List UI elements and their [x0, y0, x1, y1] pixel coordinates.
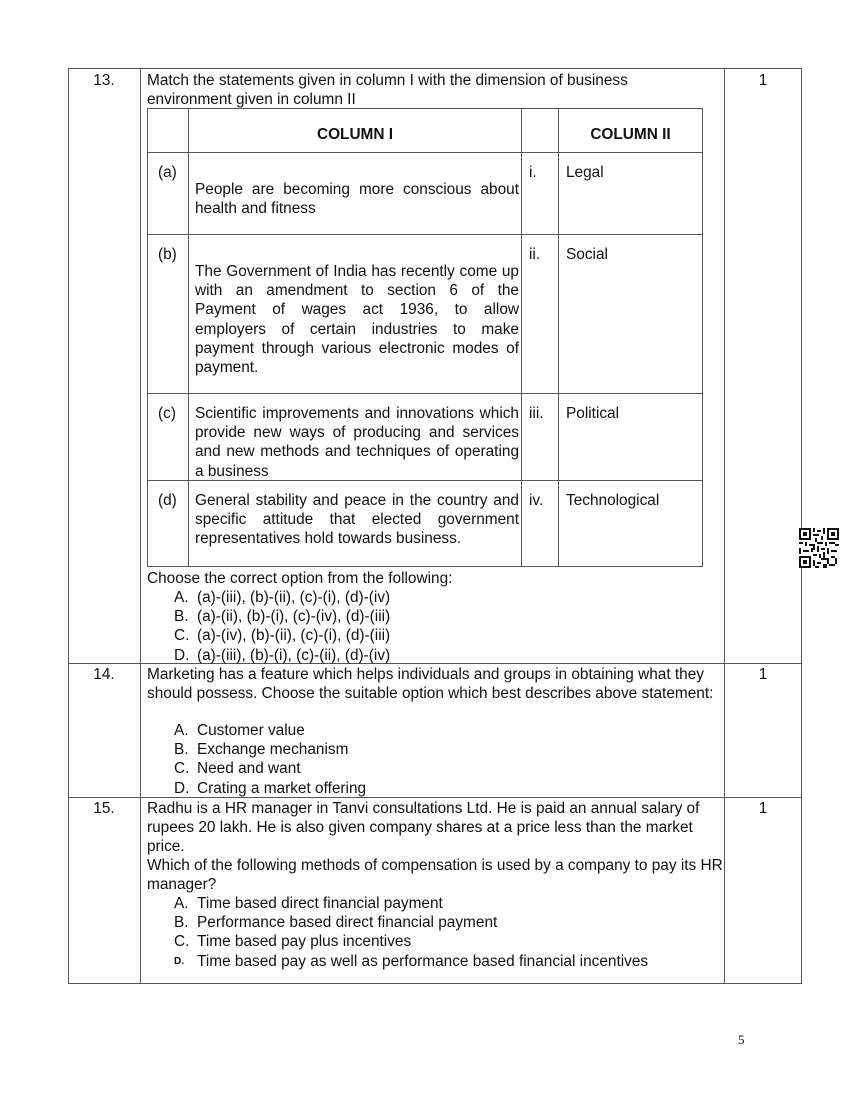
dimension-legal: Legal — [566, 164, 604, 181]
match-table-right — [702, 108, 703, 567]
row-label-c: (c) — [158, 405, 176, 422]
match-table-row-b-bottom — [147, 393, 703, 394]
option-text: (a)-(iv), (b)-(ii), (c)-(i), (d)-(iii) — [197, 627, 391, 645]
option-letter: B. — [174, 741, 189, 759]
option-text: Need and want — [197, 760, 301, 778]
option-text: Performance based direct financial payment — [197, 914, 498, 932]
option-letter: C. — [174, 627, 190, 645]
statement-a: People are becoming more conscious about health and fitness — [195, 181, 519, 218]
option-letter: A. — [174, 589, 189, 606]
question-15-question: Which of the following methods of compensation is used by a company to pay its HR manager? — [147, 857, 723, 894]
marks-13: 1 — [758, 72, 768, 89]
option-letter: A. — [174, 722, 189, 739]
match-table-top — [147, 108, 703, 109]
question-number-14: 14. — [93, 666, 115, 683]
match-table-left — [147, 108, 148, 567]
row-label-a: (a) — [158, 164, 177, 181]
option-text: Crating a market offering — [197, 779, 367, 797]
option-14-c — [147, 759, 725, 778]
column-2-header: COLUMN II — [590, 126, 671, 143]
option-letter: D. — [174, 646, 190, 664]
option-letter: C. — [174, 760, 190, 778]
option-14-b — [147, 740, 725, 759]
qr-code-icon — [799, 528, 839, 568]
match-table-divider-3 — [558, 108, 559, 567]
roman-iv: iv. — [529, 492, 544, 509]
option-15-d — [147, 952, 725, 971]
marks-15: 1 — [758, 800, 768, 817]
option-text: Customer value — [197, 722, 305, 739]
question-15-stem: Radhu is a HR manager in Tanvi consultations Ltd. He is paid an annual salary of rupees 20 lakh. He is also given company shares at a price less than the market price. — [147, 800, 700, 856]
option-14-d — [147, 779, 725, 798]
match-table-divider-2 — [521, 108, 522, 567]
match-table-divider-1 — [188, 108, 189, 567]
dimension-technological: Technological — [566, 492, 660, 509]
question-14-options — [147, 721, 725, 798]
question-15-options — [147, 894, 725, 971]
outer-table-left-border — [68, 68, 69, 984]
dimension-social: Social — [566, 246, 608, 263]
question-14-stem: Marketing has a feature which helps individuals and groups in obtaining what they should possess. Choose the suitable option which best describes above statement: — [147, 666, 714, 703]
column-divider-number — [140, 68, 141, 984]
dimension-political: Political — [566, 405, 620, 422]
roman-ii: ii. — [529, 246, 541, 263]
option-13-b — [147, 607, 725, 626]
option-13-a — [147, 588, 725, 607]
option-letter: D. — [174, 955, 184, 967]
match-table-header-bottom — [147, 152, 703, 153]
question-number-15: 15. — [93, 800, 115, 817]
statement-c: Scientific improvements and innovations which provide new ways of producing and services and new methods and techniques of operating a business — [195, 405, 519, 480]
option-15-a — [147, 894, 725, 913]
option-15-b — [147, 913, 725, 932]
question-number-13: 13. — [93, 72, 115, 89]
option-text: (a)-(ii), (b)-(i), (c)-(iv), (d)-(iii) — [197, 608, 391, 626]
roman-iii: iii. — [529, 405, 544, 422]
match-table-row-a-bottom — [147, 234, 703, 235]
option-letter: D. — [174, 779, 190, 797]
row-label-b: (b) — [158, 246, 177, 263]
option-15-c — [147, 932, 725, 951]
statement-b: The Government of India has recently come up with an amendment to section 6 of the Payment of wages act 1936, to allow employers of certain industries to make payment through various electronic modes of payment. — [195, 263, 519, 377]
roman-i: i. — [529, 164, 537, 181]
marks-14: 1 — [758, 666, 768, 683]
column-1-header: COLUMN I — [316, 126, 394, 143]
question-13-options — [147, 588, 725, 665]
option-letter: A. — [174, 895, 189, 912]
option-letter: C. — [174, 933, 190, 951]
outer-table-right-border — [801, 68, 802, 984]
question-13-stem: Match the statements given in column I with the dimension of business environment given in column II — [147, 72, 628, 109]
row-label-d: (d) — [158, 492, 177, 509]
statement-d: General stability and peace in the country and specific attitude that elected government representatives hold towards business. — [195, 492, 519, 548]
option-letter: B. — [174, 914, 189, 932]
option-13-c — [147, 626, 725, 645]
option-text: Time based direct financial payment — [197, 895, 443, 912]
option-text: Time based pay plus incentives — [197, 933, 412, 951]
option-text: Exchange mechanism — [197, 741, 349, 759]
question-13-instruction: Choose the correct option from the following: — [147, 570, 453, 587]
option-14-a — [147, 721, 725, 740]
option-letter: B. — [174, 608, 189, 626]
page-number: 5 — [738, 1032, 745, 1047]
option-text: (a)-(iii), (b)-(ii), (c)-(i), (d)-(iv) — [197, 589, 391, 606]
outer-table-top-border — [68, 68, 802, 69]
option-text: (a)-(iii), (b)-(i), (c)-(ii), (d)-(iv) — [197, 646, 391, 664]
option-text: Time based pay as well as performance based financial incentives — [197, 952, 649, 970]
option-13-d — [147, 646, 725, 665]
match-table-bottom — [147, 566, 703, 567]
outer-table-bottom-border — [68, 983, 802, 984]
